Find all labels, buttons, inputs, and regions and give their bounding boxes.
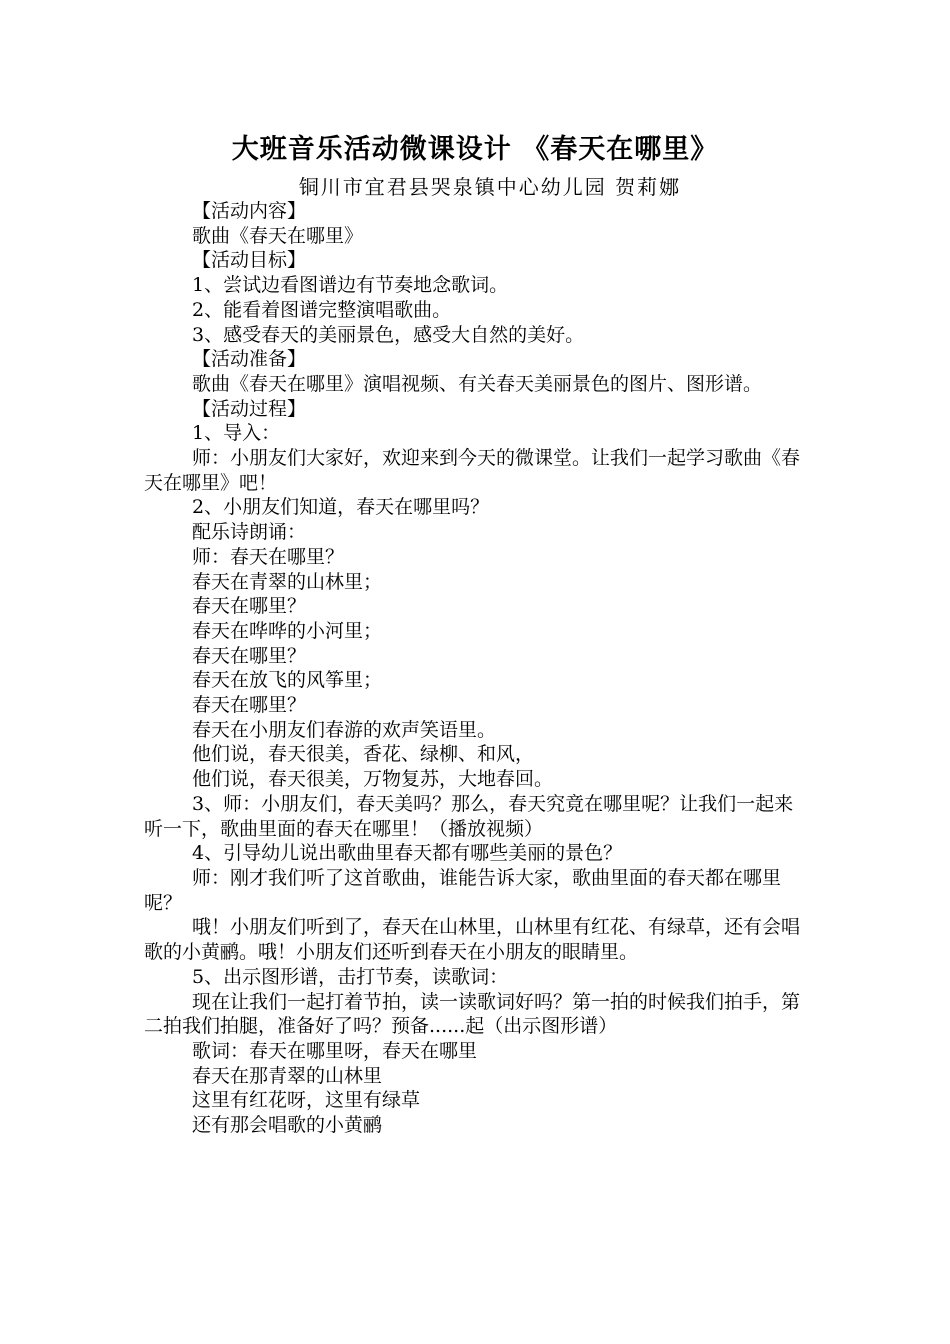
paragraph: 春天在哪里？ <box>192 595 307 618</box>
document-author: 铜川市宜君县哭泉镇中心幼儿园 贺莉娜 <box>298 175 682 199</box>
paragraph: 春天在放飞的风筝里； <box>192 669 383 692</box>
paragraph: 2、能看着图谱完整演唱歌曲。 <box>192 298 452 321</box>
paragraph: 春天在哗哗的小河里； <box>192 619 383 642</box>
paragraph: 春天在小朋友们春游的欢声笑语里。 <box>192 718 497 741</box>
paragraph: 歌曲《春天在哪里》 <box>192 224 364 247</box>
paragraph: 【活动内容】 <box>192 200 307 222</box>
paragraph: 3、师：小朋友们，春天美吗？那么，春天究竟在哪里呢？让我们一起来听一下，歌曲里面的春天在哪里！（播放视频） <box>144 792 794 840</box>
paragraph: 师：刚才我们听了这首歌曲，谁能告诉大家，歌曲里面的春天都在哪里呢？ <box>144 866 782 914</box>
paragraph: 1、尝试边看图谱边有节奏地念歌词。 <box>192 274 509 297</box>
paragraph: 【活动准备】 <box>192 348 307 371</box>
paragraph: 4、引导幼儿说出歌曲里春天都有哪些美丽的景色？ <box>192 842 623 865</box>
paragraph: 2、小朋友们知道，春天在哪里吗？ <box>192 496 490 519</box>
paragraph: 他们说，春天很美，香花、绿柳、和风， <box>192 743 535 766</box>
paragraph: 1、导入： <box>192 422 281 445</box>
paragraph: 春天在那青翠的山林里 <box>192 1064 383 1087</box>
document-body <box>144 199 812 1138</box>
paragraph: 【活动过程】 <box>192 397 307 420</box>
paragraph: 现在让我们一起打着节拍，读一读歌词好吗？第一拍的时候我们拍手，第二拍我们拍腿，准备好了吗？预备......起（出示图形谱） <box>144 990 801 1038</box>
paragraph: 哦！小朋友们听到了，春天在山林里，山林里有红花、有绿草，还有会唱歌的小黄鹂。哦！小朋友们还听到春天在小朋友的眼睛里。 <box>144 916 801 964</box>
paragraph: 配乐诗朗诵： <box>192 521 307 544</box>
paragraph: 他们说，春天很美，万物复苏，大地春回。 <box>192 768 554 791</box>
paragraph: 春天在哪里？ <box>192 644 307 667</box>
paragraph: 春天在青翠的山林里； <box>192 570 383 593</box>
paragraph: 这里有红花呀，这里有绿草 <box>192 1089 421 1112</box>
document-title: 大班音乐活动微课设计 《春天在哪里》 <box>231 134 719 165</box>
paragraph: 师：小朋友们大家好，欢迎来到今天的微课堂。让我们一起学习歌曲《春天在哪里》吧！ <box>144 447 801 494</box>
paragraph: 歌曲《春天在哪里》演唱视频、有关春天美丽景色的图片、图形谱。 <box>192 372 763 395</box>
paragraph: 歌词：春天在哪里呀，春天在哪里 <box>192 1039 478 1062</box>
paragraph: 师：春天在哪里？ <box>192 545 345 568</box>
paragraph: 春天在哪里？ <box>192 694 307 717</box>
paragraph: 【活动目标】 <box>192 249 307 272</box>
paragraph: 3、感受春天的美丽景色，感受大自然的美好。 <box>192 323 585 346</box>
paragraph: 5、出示图形谱，击打节奏，读歌词： <box>192 965 509 988</box>
paragraph: 还有那会唱歌的小黄鹂 <box>192 1114 383 1137</box>
